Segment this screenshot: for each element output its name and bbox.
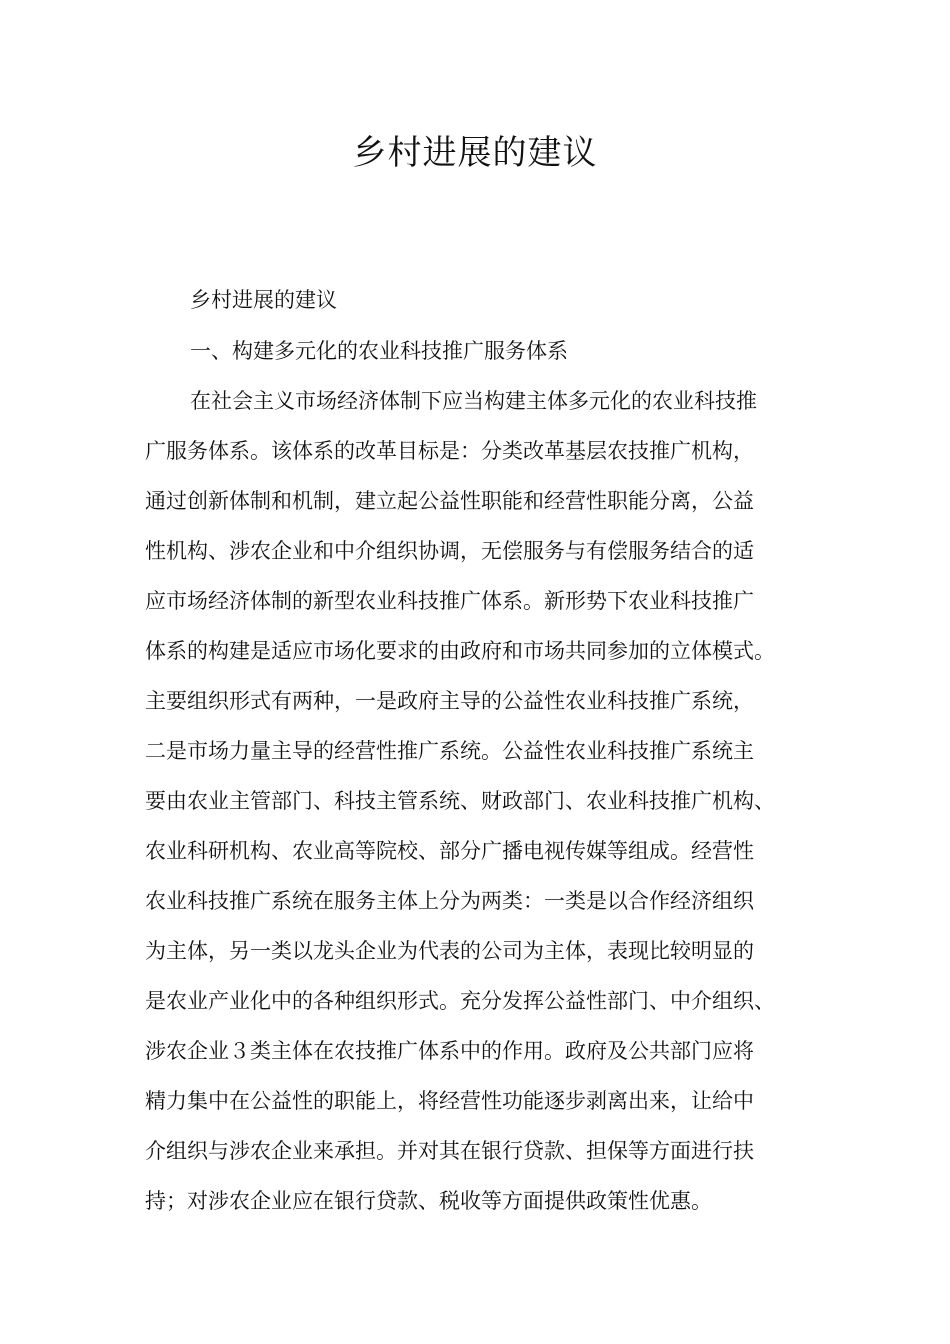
document-title: 乡村进展的建议 bbox=[352, 133, 598, 173]
body-line: 是农业产业化中的各种组织形式。充分发挥公益性部门、中介组织、 bbox=[145, 989, 775, 1013]
body-line: 农业科技推广系统在服务主体上分为两类：一类是以合作经济组织 bbox=[145, 889, 754, 913]
body-line: 性机构、涉农企业和中介组织协调，无偿服务与有偿服务结合的适 bbox=[145, 539, 754, 563]
body-line: 精力集中在公益性的职能上，将经营性功能逐步剥离出来，让给中 bbox=[145, 1089, 754, 1113]
body-line: 介组织与涉农企业来承担。并对其在银行贷款、担保等方面进行扶 bbox=[145, 1139, 754, 1163]
body-line: 应市场经济体制的新型农业科技推广体系。新形势下农业科技推广 bbox=[145, 589, 754, 613]
body-line: 持；对涉农企业应在银行贷款、税收等方面提供政策性优惠。 bbox=[145, 1189, 712, 1213]
section-heading: 一、构建多元化的农业科技推广服务体系 bbox=[190, 339, 568, 363]
body-line: 为主体，另一类以龙头企业为代表的公司为主体，表现比较明显的 bbox=[145, 939, 754, 963]
body-line: 体系的构建是适应市场化要求的由政府和市场共同参加的立体模式。 bbox=[145, 639, 775, 663]
document-subtitle: 乡村进展的建议 bbox=[190, 288, 337, 312]
body-line: 广服务体系。该体系的改革目标是：分类改革基层农技推广机构， bbox=[145, 439, 754, 463]
body-line: 要由农业主管部门、科技主管系统、财政部门、农业科技推广机构、 bbox=[145, 789, 775, 813]
body-line: 在社会主义市场经济体制下应当构建主体多元化的农业科技推 bbox=[190, 389, 757, 413]
body-line: 农业科研机构、农业高等院校、部分广播电视传媒等组成。经营性 bbox=[145, 839, 754, 863]
body-line: 二是市场力量主导的经营性推广系统。公益性农业科技推广系统主 bbox=[145, 739, 754, 763]
body-line: 通过创新体制和机制，建立起公益性职能和经营性职能分离，公益 bbox=[145, 489, 754, 513]
body-line: 主要组织形式有两种，一是政府主导的公益性农业科技推广系统， bbox=[145, 689, 754, 713]
body-line: 涉农企业３类主体在农技推广体系中的作用。政府及公共部门应将 bbox=[145, 1039, 754, 1063]
